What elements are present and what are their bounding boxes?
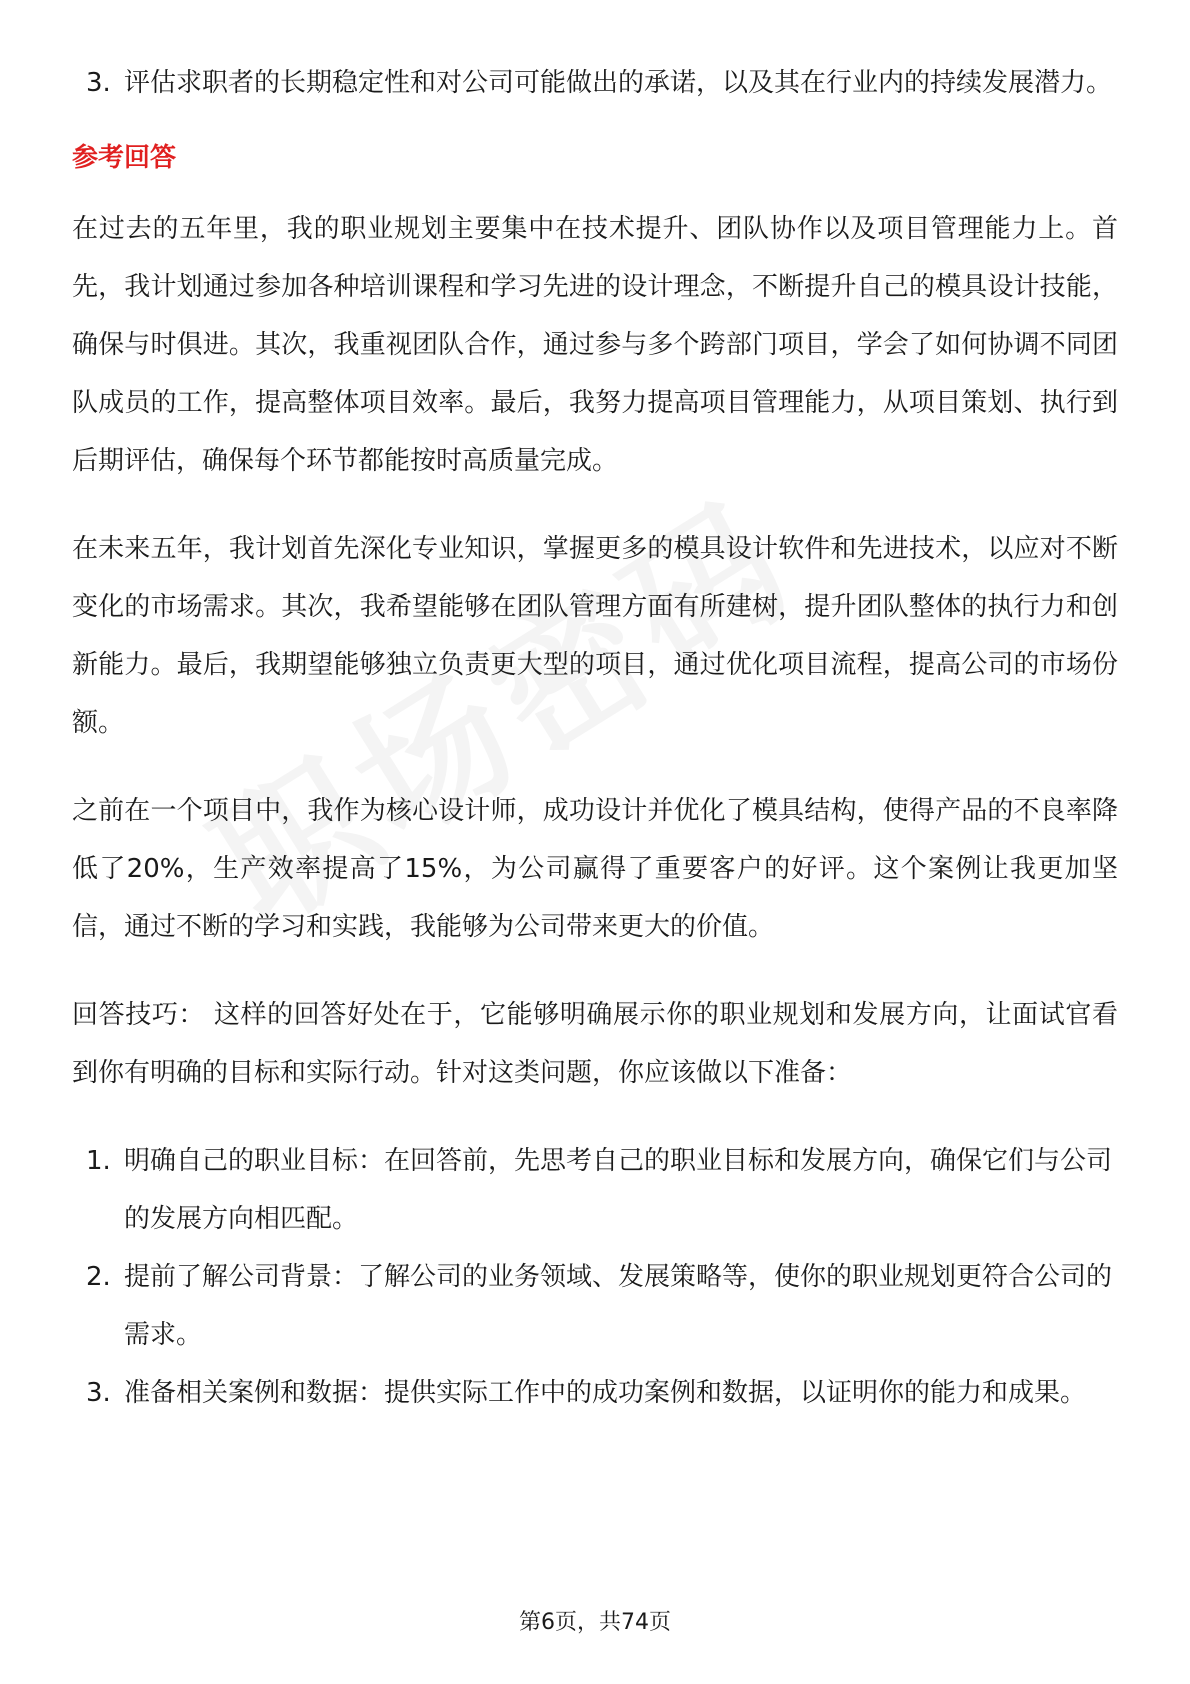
paragraph-past-plan: 在过去的五年里，我的职业规划主要集中在技术提升、团队协作以及项目管理能力上。首先，我计划通过参加各种培训课程和学习先进的设计理念，不断提升自己的模具设计技能，确保与时俱进。其次，我重视团队合作，通过参与多个跨部门项目，学会了如何协调不同团队成员的工作，提高整体项目效率。最后，我努力提高项目管理能力，从项目策划、执行到后期评估，确保每个环节都能按时高质量完成。 <box>72 214 1118 476</box>
list-item <box>72 1132 1118 1248</box>
list-item <box>72 1364 1118 1422</box>
list-item-text: 准备相关案例和数据：提供实际工作中的成功案例和数据，以证明你的能力和成果。 <box>124 1378 1087 1408</box>
list-item-number: 1. <box>86 1146 111 1176</box>
list-item <box>72 1248 1118 1364</box>
list-item <box>72 54 1118 112</box>
top-list <box>72 54 1118 112</box>
list-item-number: 3. <box>86 68 111 98</box>
paragraph-case: 之前在一个项目中，我作为核心设计师，成功设计并优化了模具结构，使得产品的不良率降低了20%，生产效率提高了15%，为公司赢得了重要客户的好评。这个案例让我更加坚信，通过不断的学习和实践，我能够为公司带来更大的价值。 <box>72 796 1118 942</box>
list-item-number: 2. <box>86 1262 111 1292</box>
paragraph-tips-intro: 回答技巧： 这样的回答好处在于，它能够明确展示你的职业规划和发展方向，让面试官看到你有明确的目标和实际行动。针对这类问题，你应该做以下准备： <box>72 1000 1118 1088</box>
answer-heading: 参考回答 <box>72 143 177 173</box>
list-item-text: 评估求职者的长期稳定性和对公司可能做出的承诺，以及其在行业内的持续发展潜力。 <box>124 68 1113 98</box>
tips-list <box>72 1132 1118 1422</box>
paragraph-future-plan: 在未来五年，我计划首先深化专业知识，掌握更多的模具设计软件和先进技术，以应对不断变化的市场需求。其次，我希望能够在团队管理方面有所建树，提升团队整体的执行力和创新能力。最后，我期望能够独立负责更大型的项目，通过优化项目流程，提高公司的市场份额。 <box>72 534 1118 738</box>
list-item-number: 3. <box>86 1378 111 1408</box>
page-footer: 第6页，共74页 <box>519 1610 671 1635</box>
page-content <box>72 54 1118 1422</box>
list-item-text: 提前了解公司背景：了解公司的业务领域、发展策略等，使你的职业规划更符合公司的需求。 <box>124 1262 1113 1350</box>
list-item-text: 明确自己的职业目标：在回答前，先思考自己的职业目标和发展方向，确保它们与公司的发展方向相匹配。 <box>124 1146 1113 1234</box>
